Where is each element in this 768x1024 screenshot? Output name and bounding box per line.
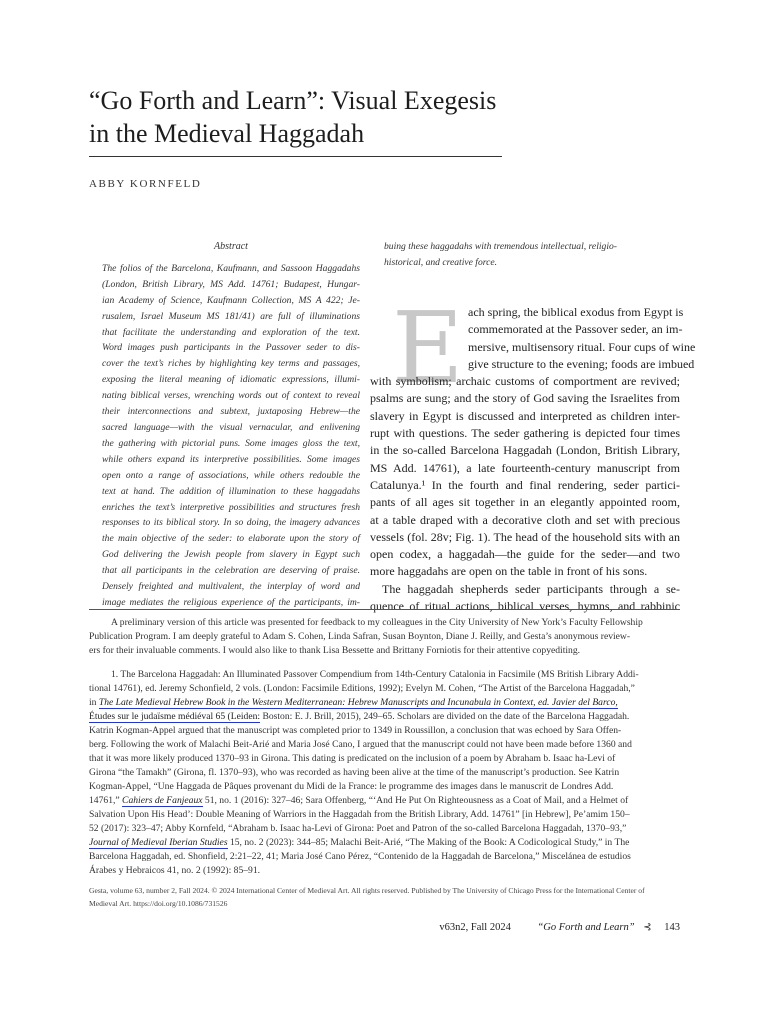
body-line: at a table draped with a decorative cloth and set with precious <box>370 512 680 527</box>
acknowledgment-line: ers for their invaluable comments. I would also like to thank Lisa Bessette and Brittany Forniotis for their attentive copyediting. <box>89 645 581 656</box>
abstract-line: that facilitate the understanding and exploration of the text. <box>102 326 360 338</box>
title-line: “Go Forth and Learn”: Visual Exegesis <box>89 86 497 115</box>
abstract-line: buing these haggadahs with tremendous intellectual, religio- <box>384 241 617 252</box>
footnote-text: Boston: E. J. Brill, 2015), 249–65. Scholars are divided on the date of the Barcelona Haggadah. <box>260 711 630 722</box>
footnote-text: 51, no. 1 (2016): 327–46; Sara Offenberg, “‘And He Put On Righteousness as a Coat of Mail, and a Helmet of <box>202 795 629 806</box>
abstract-line: ian Academy of Science, Kaufmann Collection, MS A 422; Je- <box>102 294 360 306</box>
footnotes <box>89 616 680 878</box>
article-title <box>89 84 529 150</box>
abstract-line: sacred language—with the visual vernacular, and enlivening <box>102 421 360 433</box>
footnote-line: Katrin Kogman-Appel argued that the manuscript was completed prior to 1349 in Roussillon, a conclusion that was echoed by Sara Offen- <box>89 725 622 736</box>
footnote-text: in <box>89 697 99 708</box>
abstract-heading: Abstract <box>214 241 248 252</box>
acknowledgment-line: A preliminary version of this article was presented for feedback to my colleagues in the City University of New York’s Faculty Fellowship <box>111 617 643 628</box>
title-rule <box>89 156 502 157</box>
abstract-line: rusalem, Israel Museum MS 181/41) are full of illuminations <box>102 310 360 322</box>
body-line: Catalunya.¹ In the fourth and final rendering, seder partici- <box>370 477 680 492</box>
abstract-line: text at hand. The addition of illumination to these haggadahs <box>102 485 360 497</box>
footnote-line: Salvation Upon His Head’: Double Meaning of Warriors in the Haggadah from the British Library, Add. 14761” [in Hebrew], Pe’amim 150– <box>89 809 630 820</box>
footnote-line: 52 (2017): 323–47; Abby Kornfeld, “Abraham b. Isaac ha-Levi of Girona: Poet and Patron of the so-called Barcelona Haggadah, 1370–93,” <box>89 823 627 834</box>
footnote-line: tional 14761), ed. Jeremy Schonfield, 2 vols. (London: Facsimile Editions, 1992); Evelyn M. Cohen, “The Artist of the Barcelona Haggadah,” <box>89 683 635 694</box>
body-line: MS Add. 14761), a late fourteenth-century manuscript from <box>370 460 680 475</box>
abstract-line: cover the text’s riches by highlighting key terms and passages, <box>102 358 360 370</box>
footnote-line: Barcelona Haggadah, ed. Shonfield, 2:21–22, 41; Maria José Cano Pérez, “Contenido de la Haggadah de Barcelona,” Miscelánea de estudios <box>89 851 631 862</box>
footnote-line: that it was more likely produced 1370–93 in Girona. This dating is predicated on the inclusion of a poem by Abraham b. Isaac ha-Levi of <box>89 753 616 764</box>
abstract-line: while others expand its interpretive possibilities. Some images <box>102 453 360 465</box>
footnote-link[interactable]: Études sur le judaïsme médiéval 65 (Leiden: <box>89 711 261 722</box>
body-line: ach spring, the biblical exodus from Egypt is <box>468 305 684 319</box>
abstract-line: nating biblical verses, wrenching words out of context to reveal <box>102 390 360 402</box>
ornament-icon: ⊰ <box>643 922 652 933</box>
abstract-line: their interconnections and subtext, juxtaposing Hebrew—the <box>102 406 360 418</box>
author-name: ABBY KORNFELD <box>89 178 202 190</box>
abstract-line: enriches the text’s interpretive possibilities and structures fresh <box>102 501 360 513</box>
footnote-line <box>89 696 680 710</box>
abstract-line: responses to its biblical story. In so doing, the imagery advances <box>102 517 360 529</box>
body-line: The haggadah shepherds seder participants through a se- <box>382 581 680 596</box>
abstract-continuation <box>384 239 666 271</box>
body-line: quence of ritual actions, biblical verses, hymns, and rabbinic <box>370 599 680 614</box>
body-line: open codex, a haggadah—the guide for the seder—and two <box>370 547 680 562</box>
publication-note <box>89 884 680 910</box>
drop-cap: E <box>392 292 464 406</box>
footnote-line: berg. Following the work of Malachi Beit-Arié and Maria José Cano, I argued that the manuscript could not have been made before 1360 and <box>89 739 632 750</box>
running-title: “Go Forth and Learn” <box>537 922 635 933</box>
abstract <box>102 239 360 611</box>
footnote-link[interactable]: The Late Medieval Hebrew Book in the Western Mediterranean: Hebrew Manuscripts and Incunabula in Context, ed. Javier del Barco, <box>98 697 618 708</box>
body-line: commemorated at the Passover seder, an im- <box>468 322 683 337</box>
publication-line: Gesta, volume 63, number 2, Fall 2024. © 2024 International Center of Medieval Art. All rights reserved. Published by The University of Chicago Press for the International Center of <box>89 886 645 895</box>
body-line: slavery in Egypt is discussed and interpreted as children inter- <box>370 408 680 423</box>
abstract-line: Word images push participants in the Passover seder to dis- <box>102 342 360 354</box>
abstract-line: open onto a range of associations, while others redouble the <box>102 469 360 481</box>
page-number: 143 <box>664 922 680 933</box>
abstract-line: God delivering the Jewish people from slavery in Egypt such <box>102 549 360 561</box>
footnote-link[interactable]: Cahiers de Fanjeaux <box>122 795 203 806</box>
body-line: in the so-called Barcelona Haggadah (London, British Library, <box>370 443 680 458</box>
body-line: more haggadahs are open on the table in front of his sons. <box>370 564 648 579</box>
title-line: in the Medieval Haggadah <box>89 119 365 148</box>
issue-label: v63n2, Fall 2024 <box>439 922 511 933</box>
publication-line: Medieval Art. https://doi.org/10.1086/731526 <box>89 899 228 908</box>
body-line: pants of all ages sit together in an elegantly appointed room, <box>370 495 680 510</box>
body-line: psalms are sung; and the story of God saving the Israelites from <box>370 391 680 406</box>
body-line: vessels (fol. 28v; Fig. 1). The head of the household sits with an <box>370 529 680 544</box>
footnote-text: 14761,” <box>89 795 123 806</box>
body-line: mersive, multisensory ritual. Four cups of wine <box>468 339 696 354</box>
abstract-line: image mediates the religious experience of the participants, im- <box>102 596 360 608</box>
abstract-line: (London, British Library, MS Add. 14761; Budapest, Hungar- <box>102 278 360 290</box>
body-line: give structure to the evening; foods are imbued <box>468 356 695 371</box>
body-line: rupt with questions. The seder gathering is depicted four times <box>370 426 680 441</box>
footnote-line: 1. The Barcelona Haggadah: An Illuminated Passover Compendium from 14th-Century Catalonia in Facsimile (MS British Library Addi- <box>111 669 639 680</box>
footnote-line <box>89 710 680 724</box>
footnote-line: Girona “the Tamakh” (Girona, fl. 1370–93), who was recorded as having been alive at the time of the manuscript’s production. See Katrin <box>89 767 620 778</box>
abstract-line: that all participants in the celebration are deserving of praise. <box>102 565 360 577</box>
abstract-line: The folios of the Barcelona, Kaufmann, and Sassoon Haggadahs <box>102 262 360 274</box>
abstract-line: the gathering with pictorial puns. Some images gloss the text, <box>102 437 360 449</box>
abstract-line: the main objective of the seder: to elaborate upon the story of <box>102 533 360 545</box>
page-footer <box>439 922 680 933</box>
footnote-link[interactable]: Journal of Medieval Iberian Studies <box>89 837 228 848</box>
footnote-line: Árabes y Hebraicos 41, no. 2 (1992): 85–91. <box>89 865 261 876</box>
footnote-line <box>89 794 680 808</box>
abstract-line: exposing the literal meaning of idiomatic expressions, illumi- <box>102 374 360 386</box>
acknowledgment-line: Publication Program. I am deeply grateful to Adam S. Cohen, Linda Safran, Susan Boynton, Diane J. Reilly, and Gesta’s anonymous review- <box>89 631 631 642</box>
abstract-line: Densely freighted and multivalent, the interplay of word and <box>102 581 360 593</box>
footnote-line <box>89 836 680 850</box>
footnote-line: Kogman-Appel, “Une Haggada de Pâques provenant du Midi de la France: le programme des images dans le manuscrit de Londres Add. <box>89 781 614 792</box>
body-line: with symbolism; archaic customs of comportment are revived; <box>370 374 680 389</box>
footnote-rule <box>89 609 680 610</box>
footnote-text: 15, no. 2 (2023): 344–85; Malachi Beit-Arié, “The Making of the Book: A Codicological Study,” in The <box>227 837 630 848</box>
body-text <box>370 304 696 615</box>
abstract-line: historical, and creative force. <box>384 256 498 268</box>
